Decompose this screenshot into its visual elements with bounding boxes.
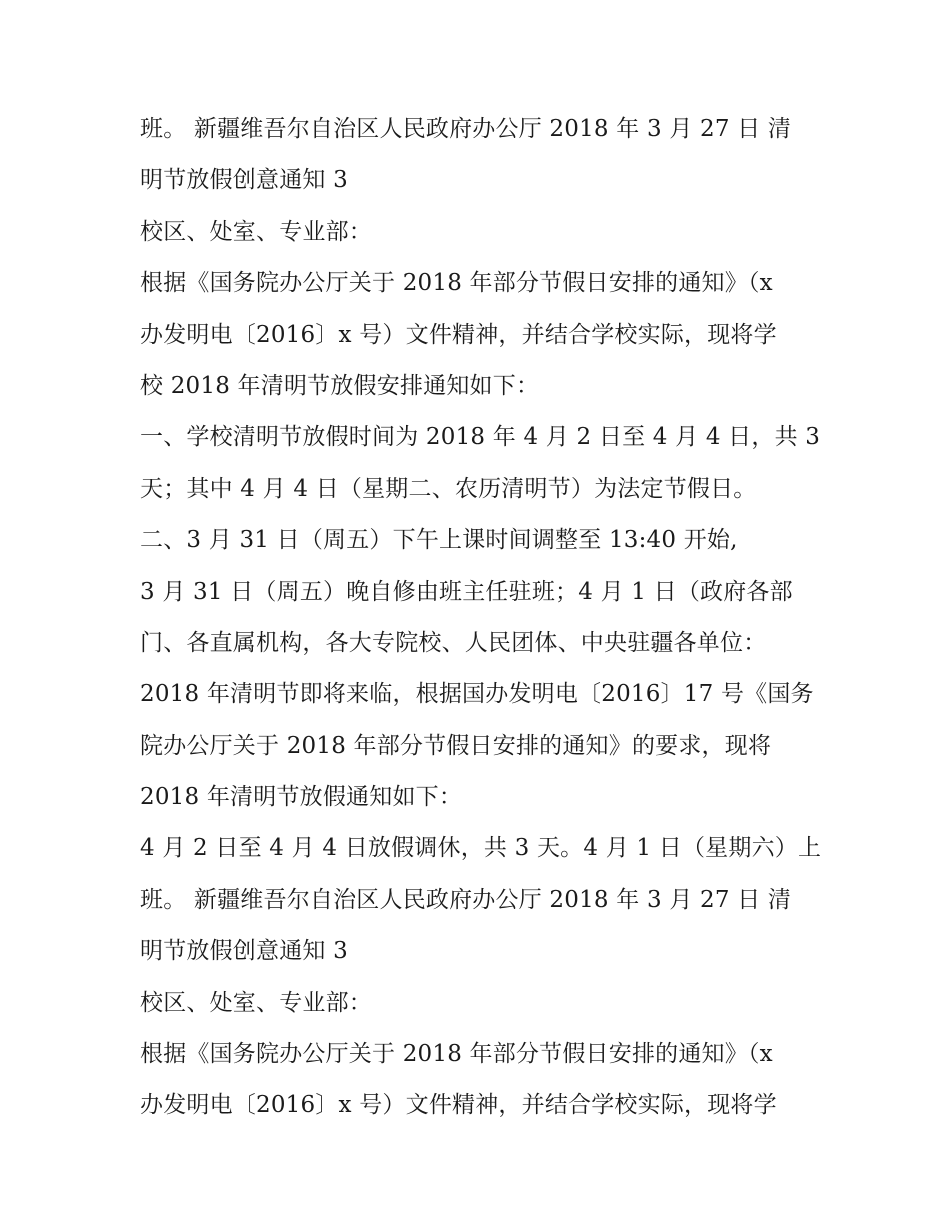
text-line: 明节放假创意通知 3: [140, 167, 348, 194]
text-line: 4 月 2 日至 4 月 4 日放假调休，共 3 天。4 月 1 日（星期六）上: [140, 835, 822, 862]
text-line: 办发明电〔2016〕x 号）文件精神，并结合学校实际，现将学: [140, 321, 777, 348]
text-line: 3 月 31 日（周五）晚自修由班主任驻班；4 月 1 日（政府各部: [140, 578, 793, 605]
text-line: 门、各直属机构，各大专院校、人民团体、中央驻疆各单位：: [140, 629, 767, 656]
text-line: 二、3 月 31 日（周五）下午上课时间调整至 13:40 开始,: [140, 527, 738, 554]
text-line: 根据《国务院办公厅关于 2018 年部分节假日安排的通知》（x: [140, 270, 773, 297]
text-line: 2018 年清明节即将来临，根据国办发明电〔2016〕17 号《国务: [140, 681, 814, 708]
text-line: 根据《国务院办公厅关于 2018 年部分节假日安排的通知》（x: [140, 1041, 773, 1068]
text-line: 班。 新疆维吾尔自治区人民政府办公厅 2018 年 3 月 27 日 清: [140, 116, 792, 142]
text-line: 校区、处室、专业部：: [140, 218, 372, 245]
text-line: 2018 年清明节放假通知如下：: [140, 784, 463, 811]
text-line: 校 2018 年清明节放假安排通知如下：: [140, 372, 540, 399]
text-line: 明节放假创意通知 3: [140, 938, 348, 965]
text-line: 院办公厅关于 2018 年部分节假日安排的通知》的要求，现将: [140, 732, 772, 759]
text-line: 校区、处室、专业部：: [140, 989, 372, 1016]
text-line: 天；其中 4 月 4 日（星期二、农历清明节）为法定节假日。: [140, 475, 757, 502]
document-body: [140, 104, 820, 1132]
text-line: 班。 新疆维吾尔自治区人民政府办公厅 2018 年 3 月 27 日 清: [140, 886, 792, 913]
text-line: 一、学校清明节放假时间为 2018 年 4 月 2 日至 4 月 4 日，共 3: [140, 424, 821, 451]
text-line: 办发明电〔2016〕x 号）文件精神，并结合学校实际，现将学: [140, 1092, 777, 1119]
